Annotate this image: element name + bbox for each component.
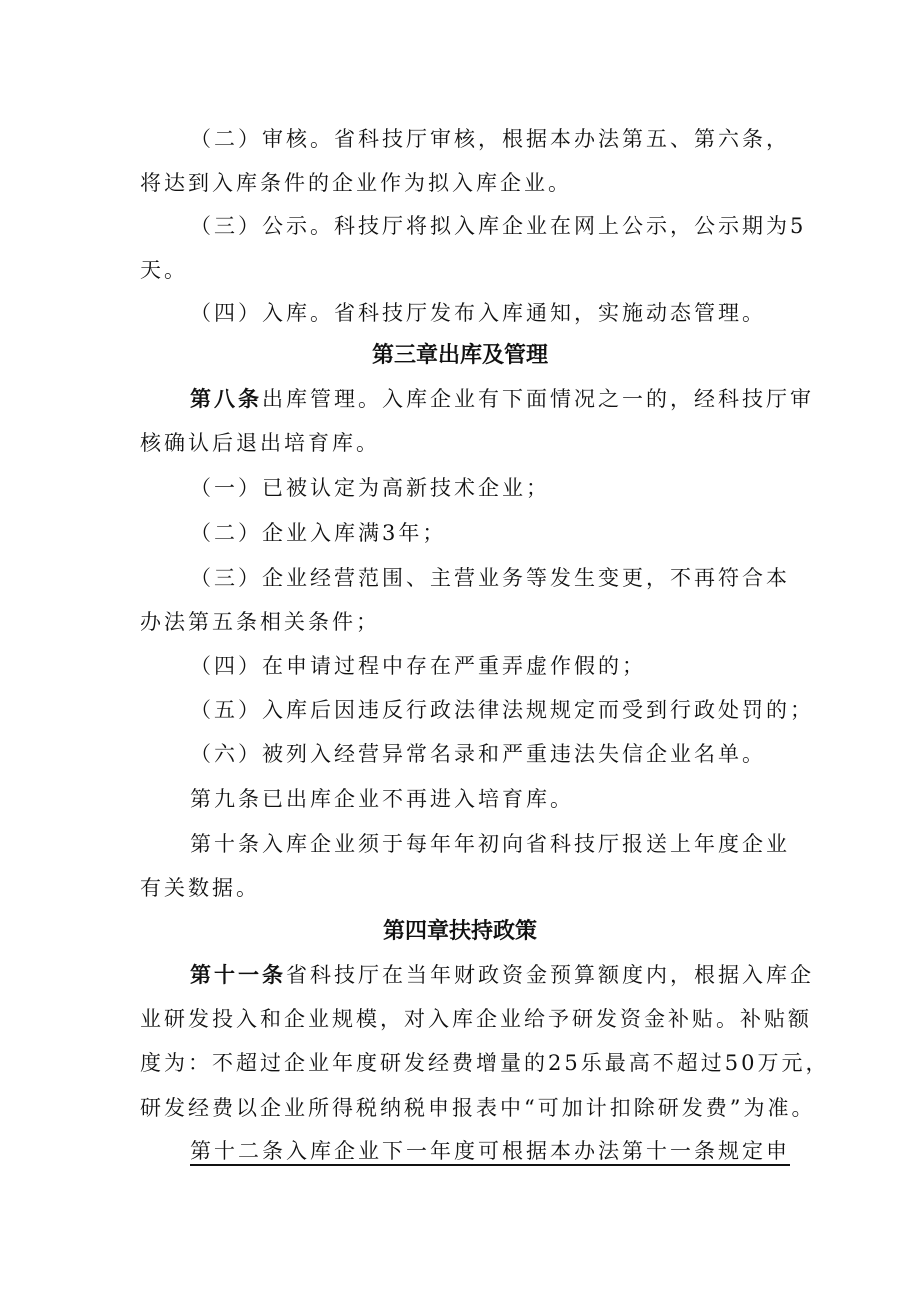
paragraph-review-line1: （二）审核。省科技厅审核，根据本办法第五、第六条， [190, 127, 790, 151]
article-10-line1: 第十条入库企业须于每年年初向省科技厅报送上年度企业 [190, 832, 790, 856]
paragraph-review-line2: 将达到入库条件的企业作为拟入库企业。 [140, 171, 572, 195]
article-8-line2: 核确认后退出培育库。 [140, 431, 380, 455]
list-item: （一）已被认定为高新技术企业； [190, 476, 550, 500]
paragraph-publicity-line1: （三）公示。科技厅将拟入库企业在网上公示，公示期为5 [190, 214, 807, 238]
list-item: （五）入库后因违反行政法律法规规定而受到行政处罚的； [190, 698, 814, 722]
paragraph-admission: （四）入库。省科技厅发布入库通知，实施动态管理。 [190, 301, 766, 325]
paragraph-publicity-line2: 天。 [140, 258, 188, 282]
list-item: （三）企业经营范围、主营业务等发生变更，不再符合本 [190, 566, 790, 590]
article-8-line1 [190, 384, 814, 414]
article-10-line2: 有关数据。 [140, 876, 260, 900]
article-11-line2: 业研发投入和企业规模，对入库企业给予研发资金补贴。补贴额 [140, 1007, 812, 1031]
list-item: （四）在申请过程中存在严重弄虚作假的； [190, 654, 646, 678]
article-11-label: 第十一条 [190, 962, 286, 987]
chapter-4-heading: 第四章扶持政策 [382, 919, 537, 944]
article-11-line1 [190, 960, 814, 990]
article-9: 第九条已出库企业不再进入培育库。 [190, 787, 574, 811]
list-item: （六）被列入经营异常名录和严重违法失信企业名单。 [190, 742, 766, 766]
list-item: （二）企业入库满3年； [190, 521, 447, 545]
article-12-line1: 第十二条入库企业下一年度可根据本办法第十一条规定申 [190, 1139, 790, 1163]
chapter-3-heading: 第三章出库及管理 [371, 343, 548, 368]
list-item-continuation: 办法第五条相关条件； [140, 610, 380, 634]
article-8-text: 出库管理。入库企业有下面情况之一的，经科技厅审 [262, 387, 814, 411]
article-11-line3: 度为：不超过企业年度研发经费增量的25乐最高不超过50万元， [140, 1051, 830, 1075]
article-8-label: 第八条 [190, 386, 262, 411]
article-11-line4: 研发经费以企业所得税纳税申报表中“可加计扣除研发费”为准。 [140, 1096, 816, 1120]
article-11-text: 省科技厅在当年财政资金预算额度内，根据入库企 [286, 963, 814, 987]
